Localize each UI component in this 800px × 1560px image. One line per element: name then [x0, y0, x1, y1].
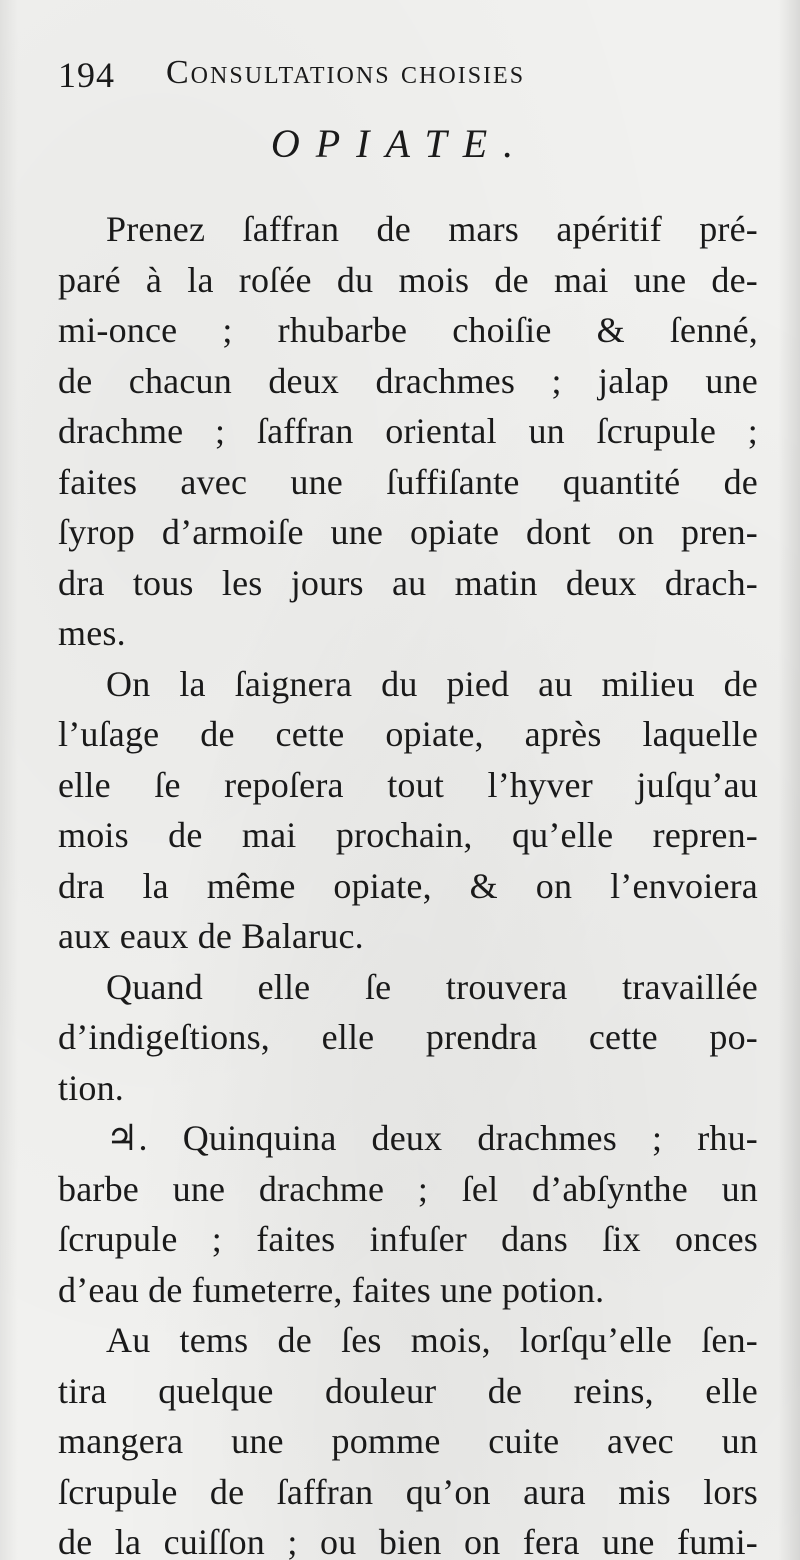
section-title: OPIATE.	[270, 121, 530, 166]
text-line: ſyrop d’armoiſe une opiate dont on pren-	[58, 512, 758, 552]
text-line: ſcrupule de ſaffran qu’on aura mis lors	[58, 1471, 758, 1512]
text-line: mi-once ; rhubarbe choiſie & ſenné,	[58, 310, 758, 350]
page-right-shadow	[778, 0, 800, 1560]
text-line: l’uſage de cette opiate, après laquelle	[58, 714, 758, 754]
text-line: On la ſaignera du pied au milieu de	[106, 663, 758, 704]
text-line: dra tous les jours au matin deux drach-	[58, 562, 758, 603]
page-number: 194	[58, 55, 115, 95]
text-line: de la cuiſſon ; ou bien on fera une fumi-	[58, 1522, 758, 1560]
text-line: tira quelque douleur de reins, elle	[58, 1370, 758, 1411]
text-line: faites avec une ſuffiſante quantité de	[58, 461, 758, 502]
page-left-shadow	[0, 0, 18, 1560]
text-line: Quand elle ſe trouvera travaillée	[106, 966, 758, 1007]
text-line: Prenez ſaffran de mars apéritif pré-	[106, 209, 758, 249]
text-line: mois de mai prochain, qu’elle repren-	[58, 815, 758, 855]
text-line: mes.	[58, 613, 126, 653]
text-line: d’indigeſtions, elle prendra cette po-	[58, 1017, 758, 1057]
text-line: drachme ; ſaffran oriental un ſcrupule ;	[58, 411, 758, 451]
text-line: tion.	[58, 1067, 125, 1108]
text-body	[58, 204, 758, 1560]
running-head: Consultations choisies	[166, 54, 526, 91]
text-line: paré à la roſée du mois de mai une de-	[58, 259, 758, 300]
text-line: ſcrupule ; faites infuſer dans ſix onces	[58, 1219, 758, 1259]
text-line: ♃. Quinquina deux drachmes ; rhu-	[106, 1118, 758, 1158]
text-line: mangera une pomme cuite avec un	[58, 1421, 758, 1461]
text-line: Au tems de ſes mois, lorſqu’elle ſen-	[106, 1320, 758, 1360]
text-line: de chacun deux drachmes ; jalap une	[58, 360, 758, 401]
text-line: elle ſe repoſera tout l’hyver juſqu’au	[58, 764, 758, 805]
text-line: barbe une drachme ; ſel d’abſynthe un	[58, 1168, 758, 1209]
text-line: dra la même opiate, & on l’envoiera	[58, 865, 758, 906]
page-header	[58, 46, 758, 96]
text-line: d’eau de fumeterre, faites une potion.	[58, 1269, 605, 1310]
text-line: aux eaux de Balaruc.	[58, 916, 364, 956]
